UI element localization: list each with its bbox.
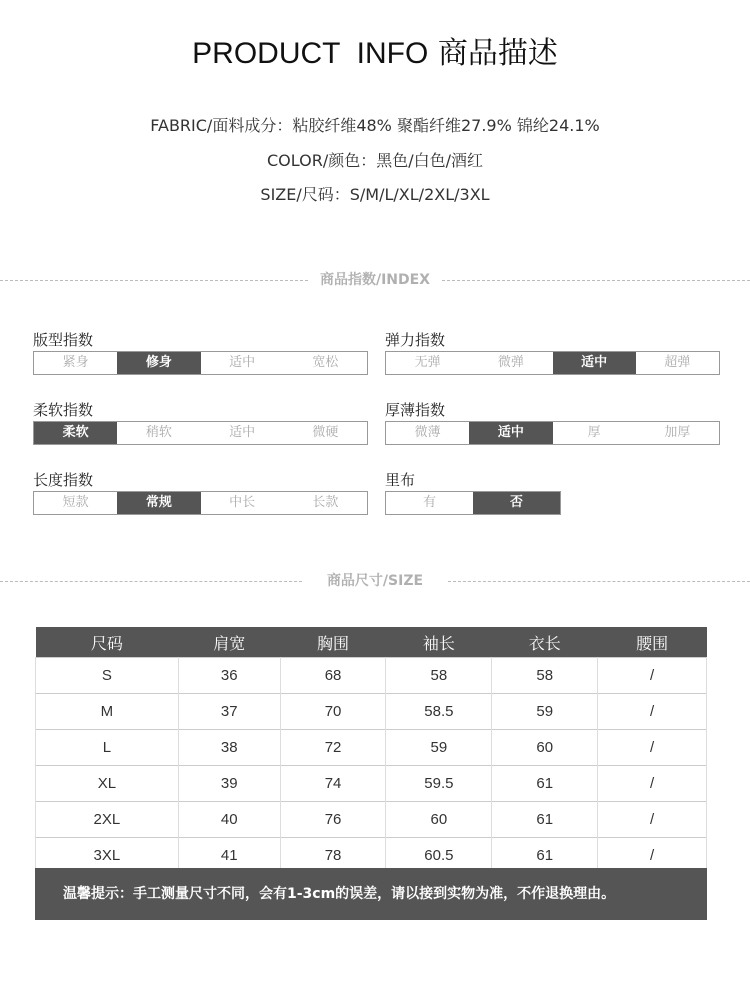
index-group (33, 399, 368, 445)
index-option-selected: 适中 (469, 422, 552, 444)
column-header: 袖长 (386, 627, 492, 658)
size-spec: SIZE/尺码：S/M/L/XL/2XL/3XL (260, 185, 490, 204)
table-cell: XL (36, 766, 179, 802)
table-row (36, 802, 707, 838)
column-header: 胸围 (280, 627, 386, 658)
table-row (36, 694, 707, 730)
table-cell: 74 (280, 766, 386, 802)
index-group-title: 长度指数 (33, 471, 94, 489)
table-row (36, 730, 707, 766)
table-cell: 59.5 (386, 766, 492, 802)
size-table-body (36, 658, 707, 874)
index-option: 宽松 (312, 355, 339, 370)
table-cell: 61 (492, 766, 598, 802)
index-option: 微弹 (497, 355, 524, 370)
index-option: 稍软 (145, 425, 172, 440)
table-cell: 40 (178, 802, 280, 838)
page-title (0, 28, 750, 72)
table-cell: / (598, 802, 707, 838)
table-cell: 36 (178, 658, 280, 694)
index-group-title: 厚薄指数 (385, 401, 446, 419)
index-group (33, 329, 368, 375)
table-cell: 39 (178, 766, 280, 802)
index-divider (0, 270, 750, 290)
table-cell: 60 (492, 730, 598, 766)
table-cell: 59 (386, 730, 492, 766)
table-cell: 58 (386, 658, 492, 694)
table-cell: 72 (280, 730, 386, 766)
table-cell: S (36, 658, 179, 694)
table-row (36, 658, 707, 694)
table-cell: 70 (280, 694, 386, 730)
table-cell: / (598, 730, 707, 766)
index-option-selected: 适中 (553, 352, 636, 374)
table-cell: 60.5 (386, 838, 492, 874)
table-cell: 61 (492, 802, 598, 838)
size-table (35, 627, 707, 873)
table-cell: / (598, 658, 707, 694)
column-header: 尺码 (36, 627, 179, 658)
index-option: 无弹 (414, 355, 441, 370)
table-cell: 59 (492, 694, 598, 730)
index-option: 适中 (229, 425, 256, 440)
table-cell: 37 (178, 694, 280, 730)
page-title-en: PRODUCT INFO (192, 37, 429, 70)
table-cell: 61 (492, 838, 598, 874)
index-option: 加厚 (664, 425, 691, 440)
index-option-selected: 修身 (117, 352, 200, 374)
table-cell: 60 (386, 802, 492, 838)
index-option: 厚 (587, 425, 601, 440)
column-header: 腰围 (598, 627, 707, 658)
index-option: 长款 (312, 495, 339, 510)
index-option: 短款 (62, 495, 89, 510)
index-option-selected: 常规 (117, 492, 200, 514)
index-scale (385, 491, 561, 515)
table-cell: / (598, 694, 707, 730)
index-option: 有 (422, 495, 436, 510)
table-cell: L (36, 730, 179, 766)
index-group (33, 469, 368, 515)
table-cell: / (598, 838, 707, 874)
index-option: 微薄 (414, 425, 441, 440)
table-cell: 58.5 (386, 694, 492, 730)
table-row (36, 766, 707, 802)
index-option: 超弹 (664, 355, 691, 370)
column-header: 衣长 (492, 627, 598, 658)
index-option-selected: 否 (473, 492, 560, 514)
index-group-title: 里布 (385, 471, 416, 489)
index-option: 微硬 (312, 425, 339, 440)
table-cell: 3XL (36, 838, 179, 874)
index-scale (33, 491, 368, 515)
table-cell: 78 (280, 838, 386, 874)
table-cell: 41 (178, 838, 280, 874)
table-cell: 76 (280, 802, 386, 838)
index-group (385, 399, 720, 445)
index-option: 适中 (229, 355, 256, 370)
index-group-title: 版型指数 (33, 331, 94, 349)
index-group-title: 柔软指数 (33, 401, 94, 419)
page-title-cn: 商品描述 (437, 36, 558, 71)
index-group-title: 弹力指数 (385, 331, 446, 349)
color-spec: COLOR/颜色：黑色/白色/酒红 (267, 151, 483, 170)
table-cell: 2XL (36, 802, 179, 838)
index-option-selected: 柔软 (34, 422, 117, 444)
table-cell: / (598, 766, 707, 802)
index-option: 紧身 (62, 355, 89, 370)
index-scale (33, 421, 368, 445)
index-scale (385, 421, 720, 445)
size-divider (0, 571, 750, 591)
index-scale (33, 351, 368, 375)
size-section-label: 商品尺寸/SIZE (326, 573, 424, 589)
table-cell: M (36, 694, 179, 730)
index-group (385, 469, 561, 515)
table-cell: 38 (178, 730, 280, 766)
index-section-label: 商品指数/INDEX (319, 272, 431, 288)
fabric-spec: FABRIC/面料成分：粘胶纤维48% 聚酯纤维27.9% 锦纶24.1% (150, 116, 600, 135)
column-header: 肩宽 (178, 627, 280, 658)
table-cell: 68 (280, 658, 386, 694)
size-table-header (36, 627, 707, 658)
index-group (385, 329, 720, 375)
index-scale (385, 351, 720, 375)
measurement-tip: 温馨提示：手工测量尺寸不同，会有1-3cm的误差，请以接到实物为准，不作退换理由。 (35, 868, 707, 920)
index-option: 中长 (229, 495, 256, 510)
table-cell: 58 (492, 658, 598, 694)
